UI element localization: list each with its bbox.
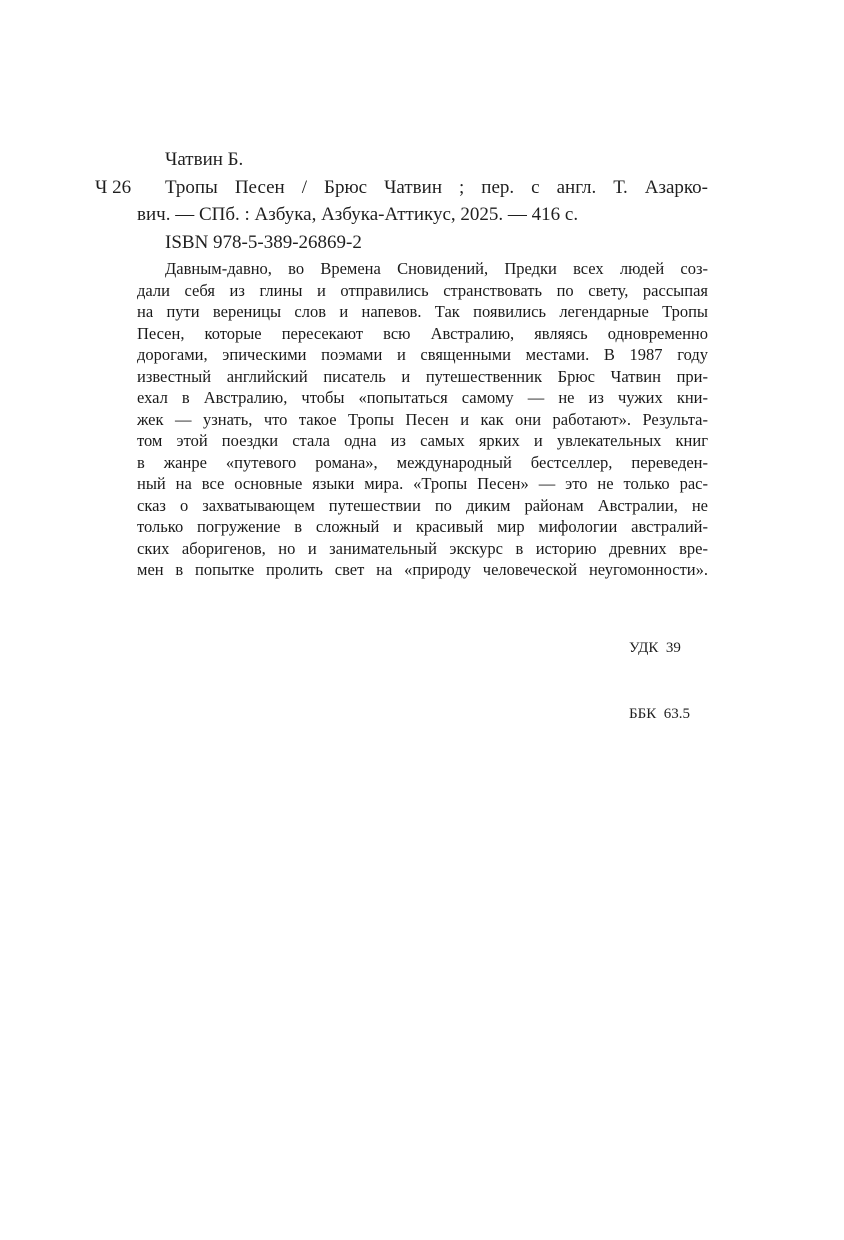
- annotation-paragraph: [137, 258, 708, 581]
- bibliographic-entry: [95, 146, 708, 256]
- catalog-code: Ч 26: [95, 176, 132, 198]
- annotation-line: ских аборигенов, но и занимательный экскурс в историю древних вре-: [137, 538, 708, 558]
- annotation-line: дали себя из глины и отправились странствовать по свету, рассыпая: [137, 280, 708, 300]
- imprint-block: [95, 146, 708, 769]
- annotation-line: ехал в Австралию, чтобы «попытаться самому — не из чужих кни-: [137, 388, 708, 407]
- annotation-line: известный английский писатель и путешественник Брюс Чатвин при-: [137, 366, 708, 386]
- annotation-line: Песен, которые пересекают всю Австралию, являясь одновременно: [137, 323, 708, 343]
- bbk-line: ББК 63.5: [629, 705, 690, 722]
- biblio-entry-line-1: Тропы Песен / Брюс Чатвин ; пер. с англ. Т. Азарко-: [165, 176, 708, 198]
- annotation-line: сказ о захватывающем путешествии по диким районам Австралии, не: [137, 495, 708, 515]
- biblio-entry-line-2: вич. — СПб. : Азбука, Азбука-Аттикус, 2025. — 416 с.: [137, 204, 579, 225]
- annotation-line: Давным-давно, во Времена Сновидений, Предки всех людей соз-: [165, 259, 708, 278]
- biblio-entry-line-1-wrap: [95, 174, 708, 202]
- annotation-line: том этой поездки стала одна из самых ярких и увлекательных книг: [137, 431, 708, 450]
- annotation-line: дорогами, эпическими поэмами и священными местами. В 1987 году: [137, 345, 708, 364]
- isbn-line: ISBN 978-5-389-26869-2: [165, 231, 362, 253]
- author-heading: Чатвин Б.: [165, 149, 244, 170]
- annotation-line: только погружение в сложный и красивый мир мифологии австралий-: [137, 517, 708, 536]
- udk-line: УДК 39: [629, 639, 681, 656]
- annotation-line: ный на все основные языки мира. «Тропы Песен» — это не только рас-: [137, 474, 708, 493]
- annotation-line: на пути вереницы слов и напевов. Так появились легендарные Тропы: [137, 302, 708, 321]
- annotation-line: мен в попытке пролить свет на «природу человеческой неугомонности».: [137, 560, 708, 579]
- annotation-line: жек — узнать, что такое Тропы Песен и как они работают». Результа-: [137, 409, 708, 429]
- annotation-line: в жанре «путевого романа», международный бестселлер, переведен-: [137, 452, 708, 472]
- classification-block: [137, 593, 708, 769]
